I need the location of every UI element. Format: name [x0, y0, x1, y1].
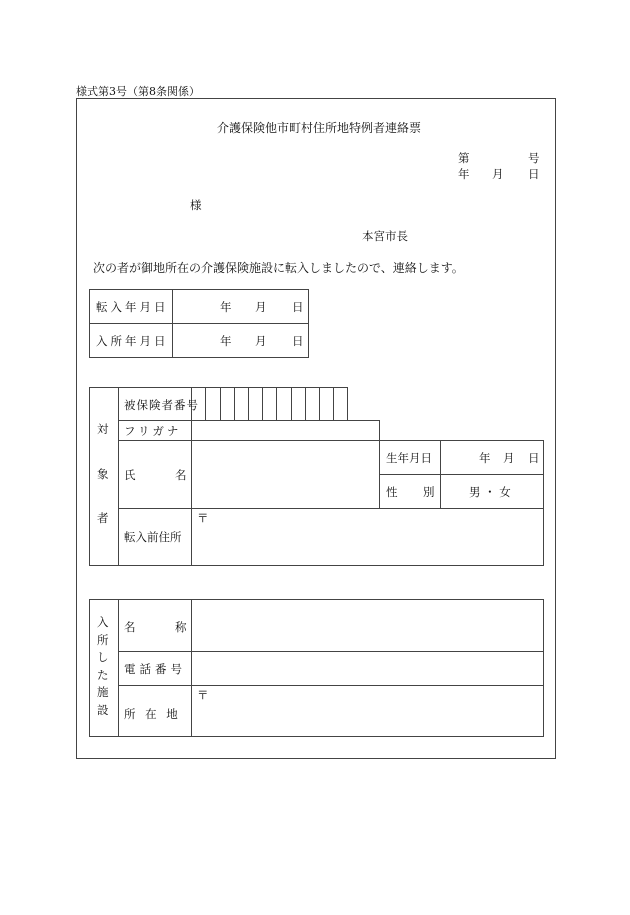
sender-name: 本宮市長 — [362, 229, 408, 243]
document-number-prefix: 第 — [458, 151, 470, 165]
insured-number-cell-divider — [319, 387, 320, 420]
form-number-label: 様式第3号（第8条関係） — [76, 85, 200, 98]
birthdate-label: 生年月日 — [386, 451, 432, 465]
admission-day: 日 — [292, 334, 304, 348]
document-number-suffix: 号 — [528, 151, 540, 165]
admission-year: 年 — [220, 334, 232, 348]
facility-address-label: 所 在 地 — [124, 707, 181, 721]
document-date-day: 日 — [528, 167, 540, 181]
insured-number-cell-divider — [305, 387, 306, 420]
move-in-day: 日 — [292, 300, 304, 314]
birth-year: 年 — [479, 451, 491, 465]
facility-phone-label: 電話番号 — [124, 662, 186, 676]
insured-number-cell-divider — [205, 387, 206, 420]
sex-label-2: 別 — [423, 485, 435, 499]
facility-name-label-2: 称 — [175, 620, 187, 634]
insured-number-cell-divider — [291, 387, 292, 420]
facility-section-label: 入 所 し た 施 設 — [97, 615, 109, 717]
facility-name-label-1: 名 — [124, 620, 136, 634]
facility-postal-mark: 〒 — [197, 688, 209, 702]
birth-day: 日 — [528, 451, 540, 465]
insured-number-label: 被保険者番号 — [124, 398, 199, 412]
move-in-date-label: 転入年月日 — [96, 300, 169, 314]
insured-number-cell-divider — [333, 387, 334, 420]
document-date-year: 年 — [458, 167, 470, 181]
move-in-year: 年 — [220, 300, 232, 314]
subject-section-label: 対 象 者 — [97, 422, 109, 525]
name-label-1: 氏 — [124, 468, 136, 482]
form-title: 介護保険他市町村住所地特例者連絡票 — [217, 121, 422, 135]
insured-number-cell-divider — [276, 387, 277, 420]
insured-number-cell-divider — [262, 387, 263, 420]
recipient-suffix: 様 — [190, 198, 202, 212]
document-date-month: 月 — [492, 167, 504, 181]
insured-number-cell-divider — [220, 387, 221, 420]
sex-options: 男 ・ 女 — [469, 485, 511, 499]
admission-date-label: 入所年月日 — [96, 334, 169, 348]
intro-text: 次の者が御地所在の介護保険施設に転入しましたので、連絡します。 — [93, 261, 464, 275]
postal-mark: 〒 — [197, 511, 209, 525]
name-label-2: 名 — [175, 468, 187, 482]
move-in-month: 月 — [255, 300, 267, 314]
insured-number-cell-divider — [248, 387, 249, 420]
insured-number-cell-divider — [234, 387, 235, 420]
prev-address-label: 転入前住所 — [124, 530, 182, 544]
admission-month: 月 — [255, 334, 267, 348]
birth-month: 月 — [503, 451, 515, 465]
sex-label-1: 性 — [386, 485, 398, 499]
furigana-label: フリガナ — [124, 424, 182, 438]
